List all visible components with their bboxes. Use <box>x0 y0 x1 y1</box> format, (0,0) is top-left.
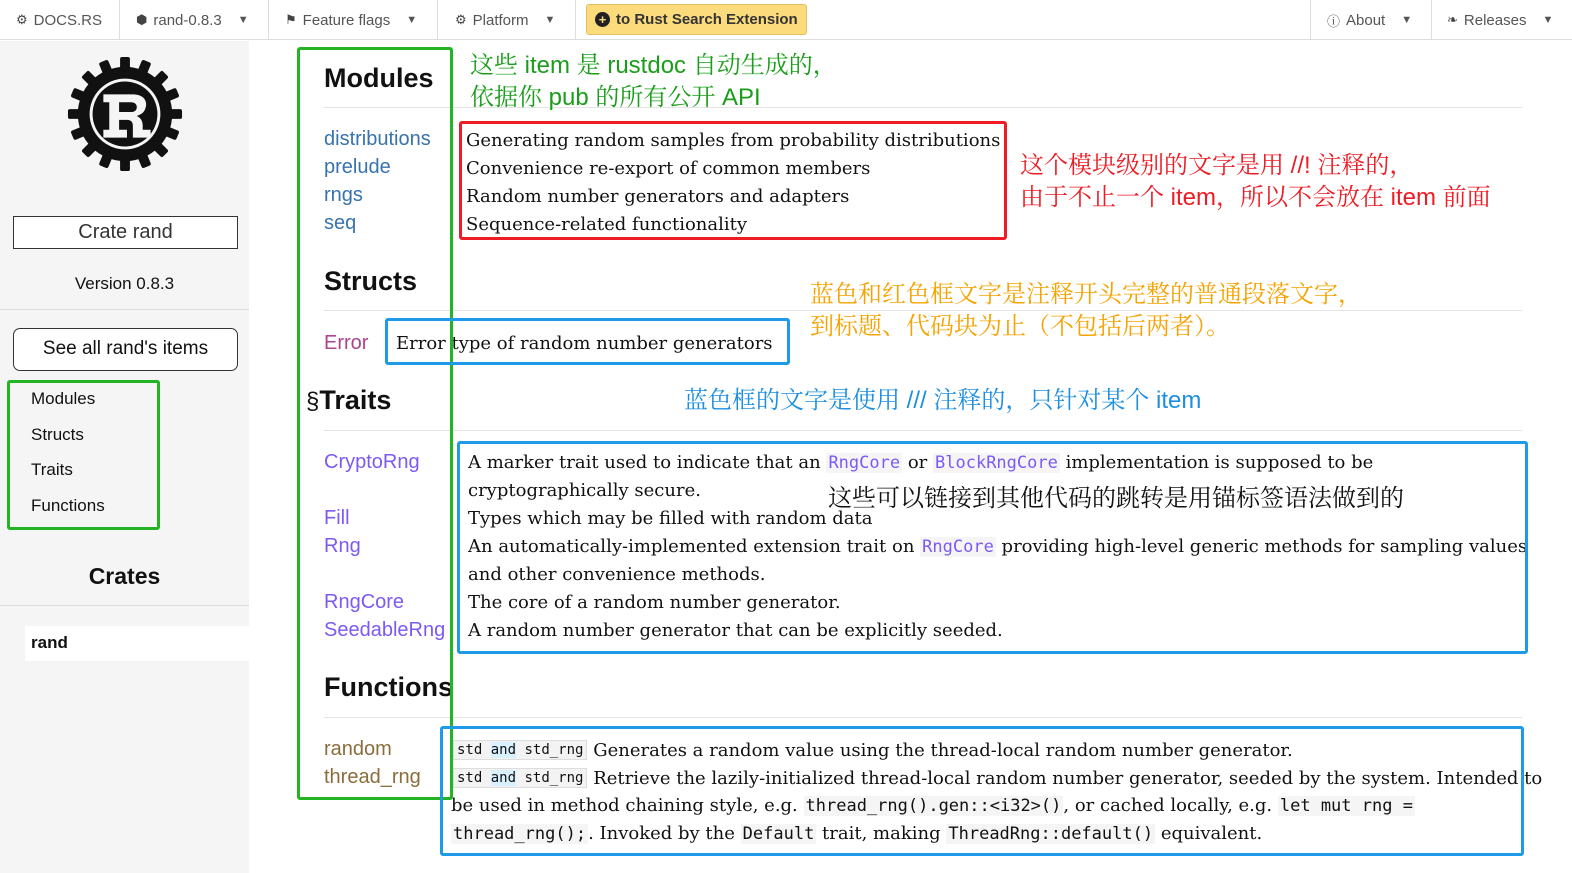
inline-code: let mut rng = <box>1279 796 1413 816</box>
inline-code: ThreadRng::default() <box>948 824 1154 844</box>
struct-desc-error: Error type of random number generators <box>396 333 773 354</box>
modules-heading[interactable]: Modules <box>324 63 434 93</box>
desc-text: An automatically-implemented extension trait on <box>468 536 915 557</box>
trait-link-cryptorng[interactable]: CryptoRng <box>324 451 420 473</box>
module-desc-seq: Sequence-related functionality <box>466 214 748 235</box>
blue-annotation-box-traits <box>457 441 1528 654</box>
annotation-note-red-line2: 由于不止一个 item，所以不会放在 item 前面 <box>1020 184 1491 211</box>
platform-label: Platform <box>472 11 529 29</box>
trait-link-rngcore[interactable]: RngCore <box>324 591 405 613</box>
docs-rs-label: DOCS.RS <box>33 11 102 29</box>
section-anchor-icon[interactable]: § <box>306 388 320 415</box>
crate-version: Version 0.8.3 <box>74 274 175 293</box>
annotation-note-green-line1: 这些 item 是 rustdoc 自动生成的， <box>470 52 837 79</box>
inline-code: thread_rng().gen::<i32>() <box>805 796 1062 816</box>
module-link-seq[interactable]: seq <box>324 212 357 234</box>
module-desc-distributions: Generating random samples from probability distributions <box>466 130 1001 151</box>
sidebar-item-structs[interactable]: Structs <box>31 424 84 444</box>
crate-title[interactable]: Crate rand <box>13 216 238 249</box>
annotation-note-green-line2: 依据你 pub 的所有公开 API <box>470 84 761 111</box>
desc-text: providing high-level generic methods for sampling values <box>1001 536 1528 557</box>
docs-rs-home-link[interactable] <box>16 0 102 40</box>
desc-text: implementation is supposed to be <box>1065 452 1374 473</box>
caret-down-icon: ▼ <box>544 14 556 26</box>
desc-text: or <box>907 452 928 473</box>
nav-divider <box>575 0 576 40</box>
trait-desc-rngcore: The core of a random number generator. <box>468 592 841 613</box>
nav-divider <box>119 0 120 40</box>
trait-desc-fill: Types which may be filled with random data <box>468 508 873 529</box>
badge-text: std_rng <box>524 742 584 758</box>
releases-menu[interactable] <box>1447 0 1553 40</box>
functions-heading[interactable]: Functions <box>324 672 453 702</box>
module-desc-prelude: Convenience re-export of common members <box>466 158 871 179</box>
cube-icon: ⬢ <box>136 12 148 27</box>
section-divider <box>324 717 1522 718</box>
crates-heading: Crates <box>88 563 161 589</box>
annotation-note-red-line1: 这个模块级别的文字是用 //! 注释的， <box>1020 152 1414 179</box>
platform-menu[interactable] <box>455 0 555 40</box>
nav-divider <box>437 0 438 40</box>
trait-desc-seedablerng: A random number generator that can be explicitly seeded. <box>468 620 1003 641</box>
nav-divider <box>1310 0 1311 40</box>
rngcore-code-link[interactable]: RngCore <box>922 537 994 557</box>
releases-label: Releases <box>1463 11 1527 29</box>
green-annotation-box-sidebar <box>7 380 160 530</box>
module-desc-rngs: Random number generators and adapters <box>466 186 850 207</box>
inline-code: thread_rng(); <box>453 824 587 844</box>
rust-search-extension-button[interactable] <box>586 4 807 35</box>
blockrngcore-code-link[interactable]: BlockRngCore <box>935 453 1058 473</box>
sidebar-item-functions[interactable]: Functions <box>31 495 105 515</box>
about-menu[interactable] <box>1327 0 1412 40</box>
caret-down-icon: ▼ <box>1401 14 1413 26</box>
sidebar-item-traits[interactable]: Traits <box>31 460 73 479</box>
desc-text: , or cached locally, e.g. <box>1063 795 1273 816</box>
see-all-items-button[interactable]: See all rand's items <box>13 328 238 371</box>
sidebar-item-modules[interactable]: Modules <box>31 389 96 408</box>
leaf-icon: ❧ <box>1447 12 1458 27</box>
crate-list-item-rand[interactable]: rand <box>25 626 249 661</box>
rngcore-code-link[interactable]: RngCore <box>828 453 901 473</box>
trait-link-rng[interactable]: Rng <box>324 535 361 557</box>
module-link-prelude[interactable]: prelude <box>324 156 391 178</box>
crate-version-menu[interactable] <box>136 0 249 40</box>
blue-annotation-box-functions <box>440 726 1524 856</box>
trait-desc-rng-line2: and other convenience methods. <box>468 564 766 585</box>
plus-circle-icon: + <box>595 12 610 27</box>
feature-flags-menu[interactable] <box>285 0 417 40</box>
trait-desc-cryptorng-line2: cryptographically secure. <box>468 480 701 501</box>
badge-text: std_rng <box>524 770 584 786</box>
module-link-distributions[interactable]: distributions <box>324 128 431 150</box>
top-navbar <box>0 0 1572 40</box>
badge-text: and <box>490 770 517 786</box>
section-divider <box>324 430 1522 431</box>
desc-text: Generates a random value using the thread-local random number generator. <box>593 740 1293 761</box>
structs-heading[interactable]: Structs <box>324 266 418 296</box>
desc-text: equivalent. <box>1160 823 1263 844</box>
trait-link-seedablerng[interactable]: SeedableRng <box>324 619 446 641</box>
nav-divider <box>1431 0 1432 40</box>
function-link-thread-rng[interactable]: thread_rng <box>324 766 421 788</box>
desc-text: Retrieve the lazily-initialized thread-local random number generator, seeded by the system. Intended to <box>593 768 1543 789</box>
badge-text: and <box>490 742 517 758</box>
annotation-note-black: 这些可以链接到其他代码的跳转是用锚标签语法做到的 <box>828 485 1404 512</box>
trait-link-fill[interactable]: Fill <box>324 507 350 529</box>
desc-text: . Invoked by the <box>588 823 735 844</box>
traits-heading-label: Traits <box>319 385 392 415</box>
struct-link-error[interactable]: Error <box>324 332 369 354</box>
blue-annotation-box-struct <box>385 318 790 365</box>
cubes-icon: ⚙ <box>16 12 28 27</box>
annotation-note-orange-line1: 蓝色和红色框文字是注释开头完整的普通段落文字， <box>810 281 1362 308</box>
rust-logo-icon[interactable] <box>66 55 184 173</box>
function-link-random[interactable]: random <box>324 738 392 760</box>
nav-divider <box>268 0 269 40</box>
crate-version-label: rand-0.8.3 <box>153 11 222 29</box>
feature-flags-label: Feature flags <box>302 11 391 29</box>
sidebar-divider <box>0 309 249 310</box>
caret-down-icon: ▼ <box>1542 14 1554 26</box>
badge-text: std <box>457 742 483 758</box>
sidebar-divider <box>0 605 249 606</box>
module-link-rngs[interactable]: rngs <box>324 184 363 206</box>
annotation-note-blue: 蓝色框的文字是使用 /// 注释的，只针对某个 item <box>684 387 1202 414</box>
desc-text: A marker trait used to indicate that an <box>468 452 821 473</box>
caret-down-icon: ▼ <box>237 14 249 26</box>
badge-text: std <box>457 770 483 786</box>
flag-icon: ⚑ <box>285 12 297 27</box>
green-annotation-box-items <box>297 47 453 800</box>
annotation-note-orange-line2: 到标题、代码块为止（不包括后两者）。 <box>810 313 1230 340</box>
info-circle-icon: ⓘ <box>1327 13 1341 29</box>
desc-text: trait, making <box>822 823 941 844</box>
inline-code: Default <box>742 824 815 844</box>
about-label: About <box>1346 11 1386 29</box>
caret-down-icon: ▼ <box>406 14 418 26</box>
cogs-icon: ⚙ <box>455 12 467 27</box>
desc-text: be used in method chaining style, e.g. <box>451 795 798 816</box>
extension-label: to Rust Search Extension <box>616 11 798 28</box>
red-annotation-box-modules <box>459 121 1007 240</box>
